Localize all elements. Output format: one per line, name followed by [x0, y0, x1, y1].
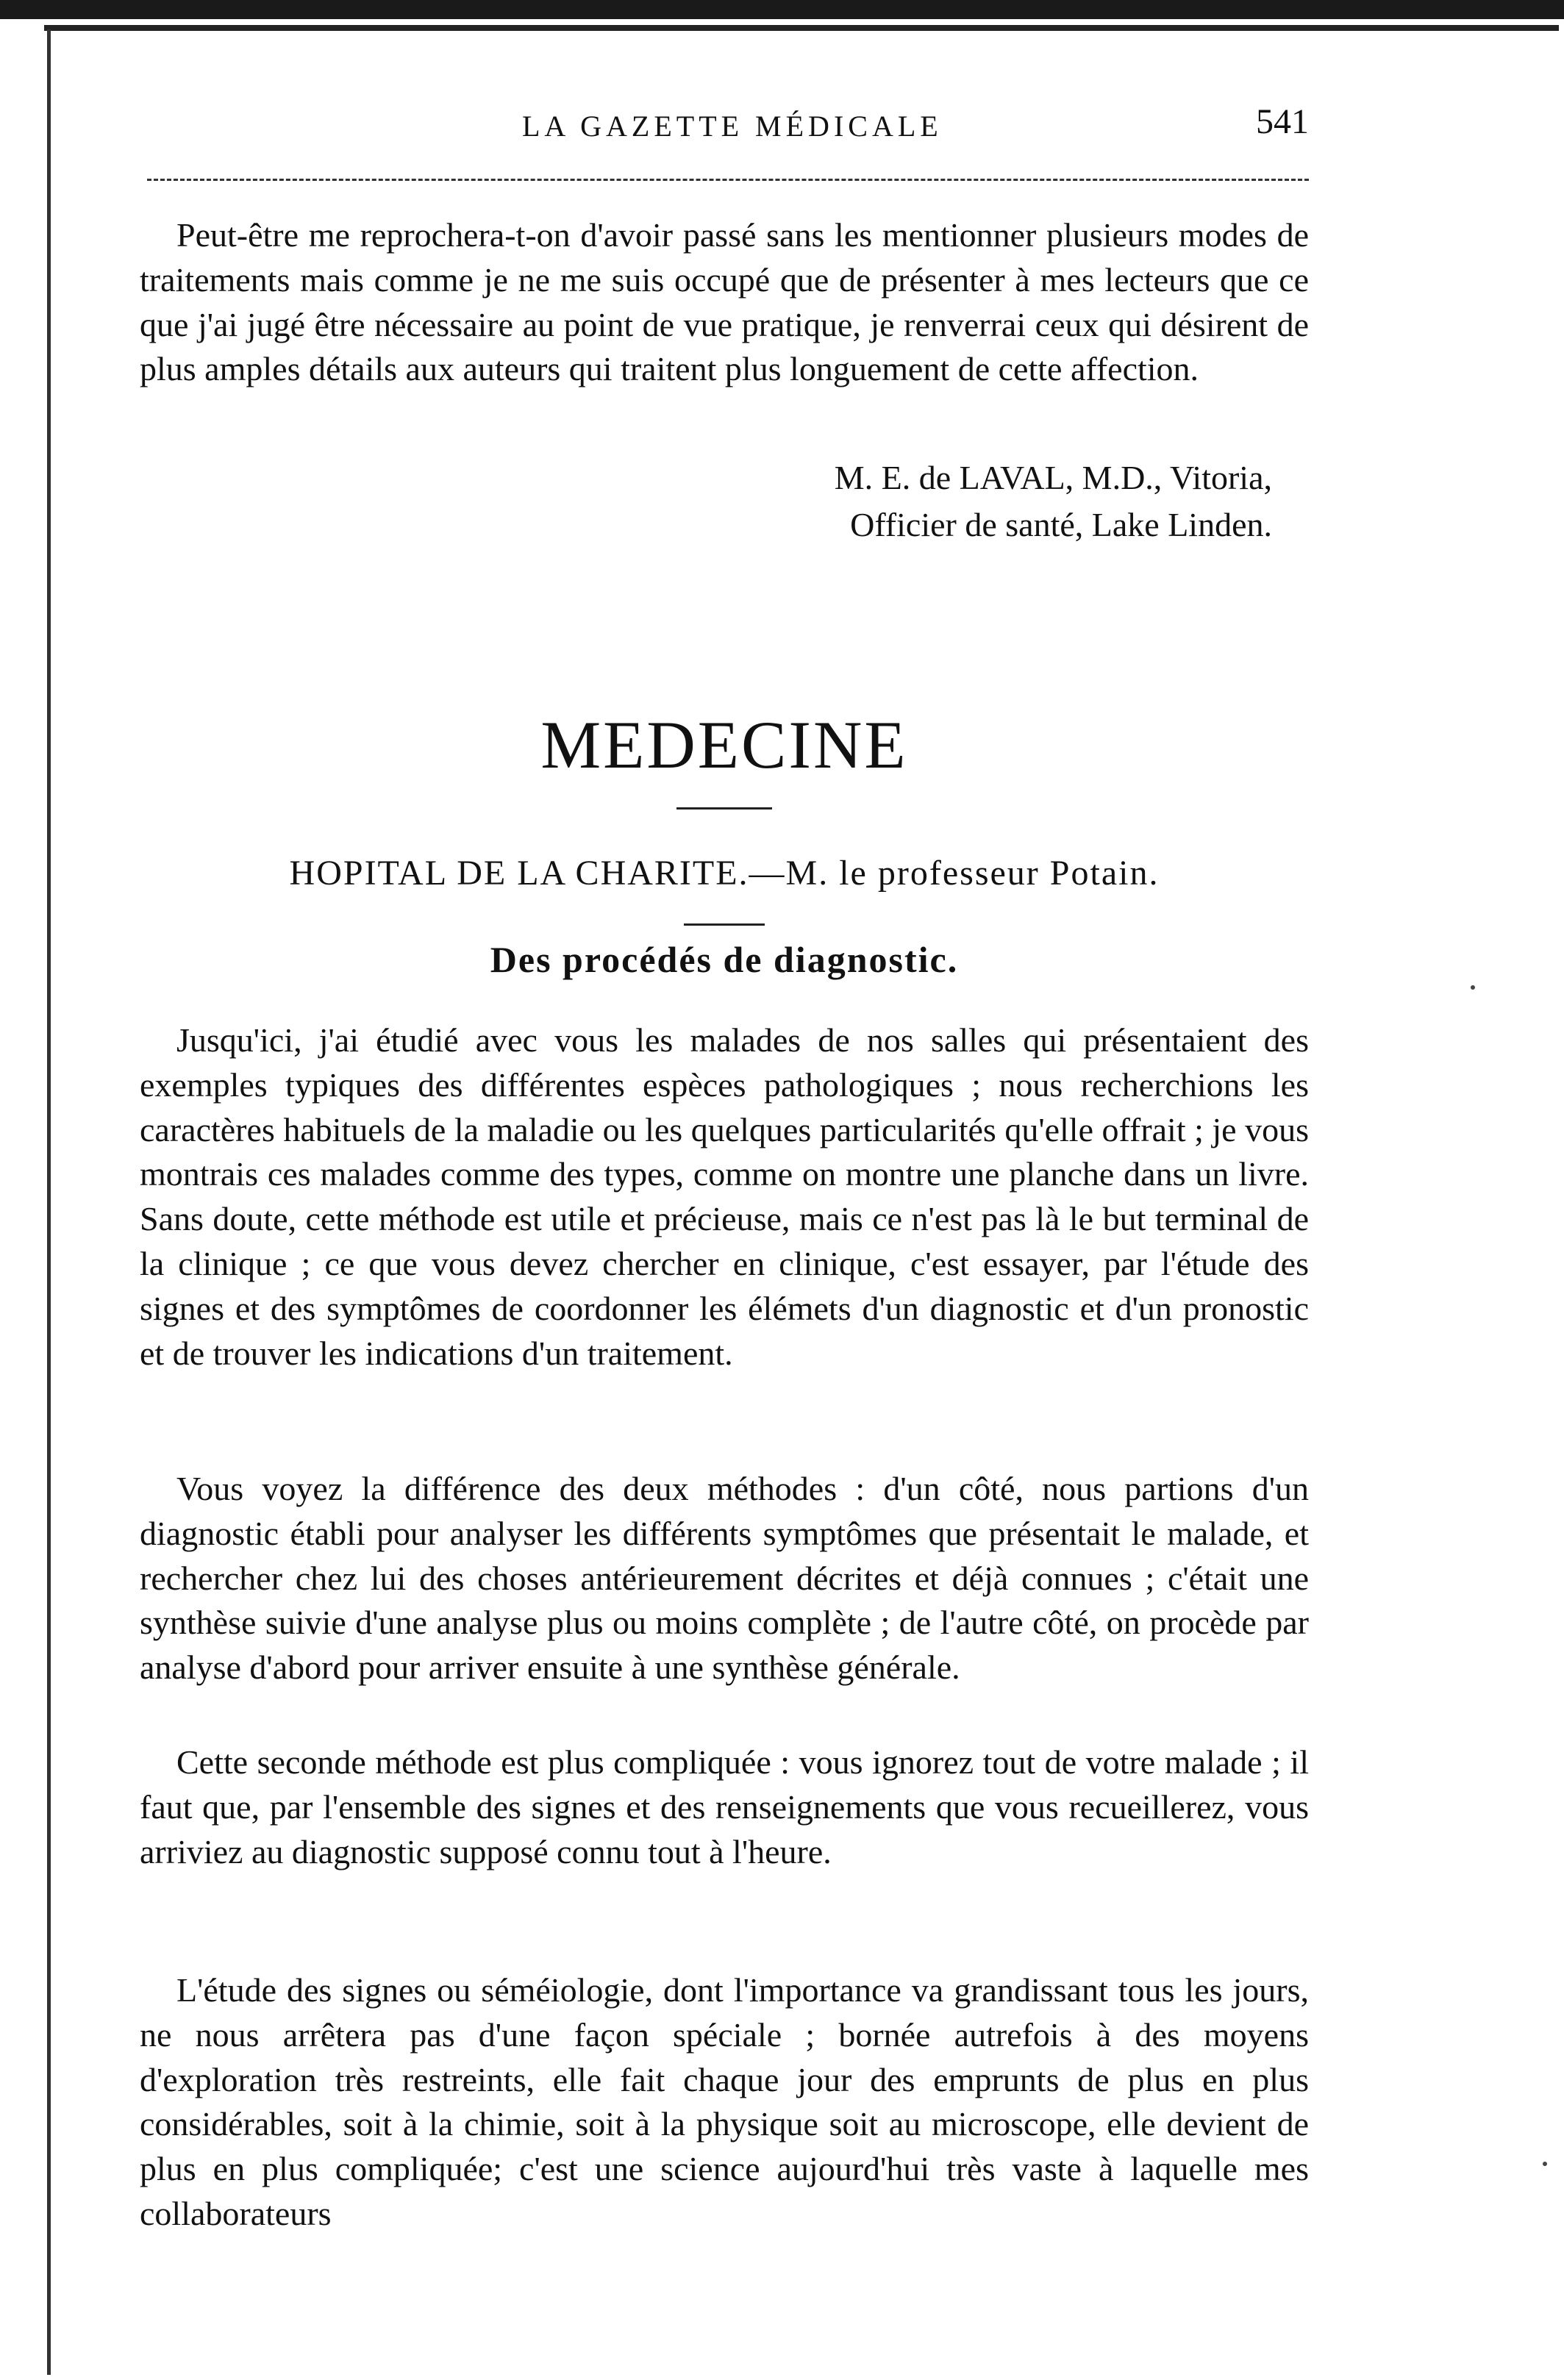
running-title: LA GAZETTE MÉDICALE [522, 110, 943, 143]
section-title: MEDECINE [540, 707, 908, 782]
body-paragraph: Cette seconde méthode est plus compliquée : vous ignorez tout de votre malade ; il faut que, par l'ensemble des signes et des renseignements que vous recueillerez, vous arriviez au diagnostic supposé connu tout à l'heure. [140, 1743, 1309, 1870]
hospital-subheading: HOPITAL DE LA CHARITE.—M. le professeur Potain. [289, 854, 1160, 893]
section-divider [676, 807, 772, 810]
lecture-title: Des procédés de diagnostic. [490, 939, 959, 980]
scan-speck [1543, 2162, 1547, 2166]
scan-left-border [47, 29, 51, 2375]
scan-top-border-inner [44, 25, 1559, 31]
scan-speck [1471, 985, 1475, 990]
body-paragraph: L'étude des signes ou séméiologie, dont l'importance va grandissant tous les jours, ne nous arrêtera pas d'une façon spéciale ; bornée autrefois à des moyens d'exploration très restreints, elle fait chaque jour des emprunts de plus en plus considérables, soit à la chimie, soit à la physique soit au microscope, elle devient de plus en plus compliquée; c'est une science aujourd'hui très vaste à laquelle mes collaborateurs [140, 1971, 1309, 2232]
intro-paragraph: Peut-être me reprochera-t-on d'avoir passé sans les mentionner plusieurs modes de traitements mais comme je ne me suis occupé que de présenter à mes lecteurs que ce que j'ai jugé être nécessaire au point de vue pratique, je renverrai ceux qui désirent de plus amples détails aux auteurs qui traitent plus longuement de cette affection. [140, 216, 1309, 388]
author-signature: M. E. de LAVAL, M.D., Vitoria, [834, 459, 1272, 496]
author-title: Officier de santé, Lake Linden. [850, 506, 1272, 543]
body-paragraph: Jusqu'ici, j'ai étudié avec vous les malades de nos salles qui présentaient des exemples typiques des différentes espèces pathologiques ; nous recherchions les caractères habituels de la maladie ou les quelques particularités qu'elle offrait ; je vous montrais ces malades comme des types, comme on montre une planche dans un livre. Sans doute, cette méthode est utile et précieuse, mais ce n'est pas là le but terminal de la clinique ; ce que vous devez chercher en clinique, c'est essayer, par l'étude des signes et des symptômes de coordonner les élémets d'un diagnostic et d'un pronostic et de trouver les indications d'un traitement. [140, 1021, 1309, 1372]
subheading-divider [684, 923, 765, 926]
running-head [140, 101, 1309, 153]
body-paragraph: Vous voyez la différence des deux méthodes : d'un côté, nous partions d'un diagnostic établi pour analyser les différents symptômes que présentait le malade, et rechercher chez lui des choses antérieurement décrites et déjà connues ; c'était une synthèse suivie d'une analyse plus ou moins complète ; de l'autre côté, on procède par analyse d'abord pour arriver ensuite à une synthèse générale. [140, 1470, 1309, 1687]
scan-top-border [0, 0, 1564, 19]
page-number: 541 [1256, 102, 1309, 141]
header-divider [147, 179, 1309, 181]
